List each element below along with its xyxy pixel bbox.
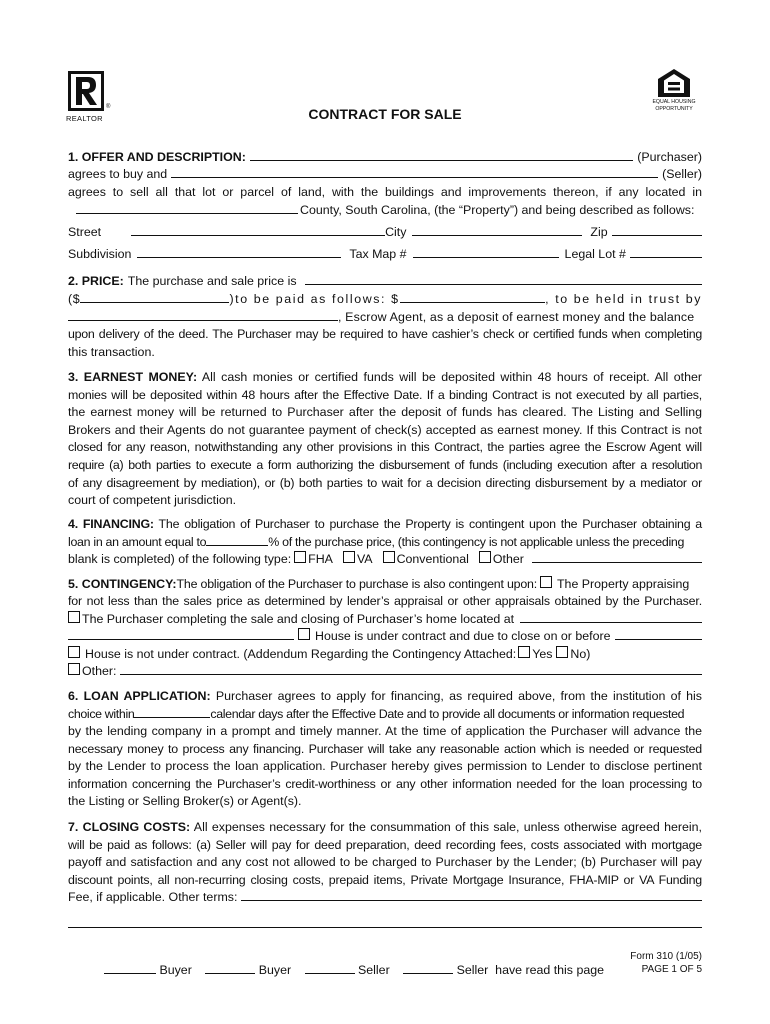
legallot-label: Legal Lot # bbox=[564, 247, 626, 261]
s2-line5: this transaction. bbox=[68, 344, 155, 359]
eho-line1: EQUAL HOUSING bbox=[652, 99, 696, 105]
form-number-block bbox=[630, 950, 702, 976]
addendum-no-checkbox[interactable] bbox=[556, 646, 568, 658]
s7-line2: will be paid as follows: (a) Seller will pay for deed preparation, deed recording fees, costs associated with mortgage bbox=[68, 837, 702, 852]
price-text: The purchase and sale price is bbox=[127, 274, 297, 288]
realtor-label: REALTOR bbox=[66, 114, 103, 123]
buyer1-initials-field[interactable] bbox=[104, 962, 156, 974]
equal-housing-house-icon bbox=[657, 68, 691, 98]
under-contract-label: House is under contract and due to close on or before bbox=[315, 629, 611, 643]
other-loan-label: Other bbox=[492, 552, 524, 566]
held-text: , to be held in trust by bbox=[545, 292, 702, 306]
s1-line6 bbox=[68, 246, 702, 263]
s7-heading: 7. CLOSING COSTS: bbox=[68, 820, 191, 834]
s3-line4: Brokers and their Agents do not guarantee payment of check(s) accepted as earnest money. If this Contract is not bbox=[68, 422, 702, 437]
registered-mark: ® bbox=[106, 104, 111, 110]
s5-line3 bbox=[68, 611, 702, 628]
not-under-contract-checkbox[interactable] bbox=[68, 646, 80, 658]
agrees-buy-text: agrees to buy and bbox=[68, 167, 168, 181]
s5-line5 bbox=[68, 646, 702, 663]
conventional-checkbox[interactable] bbox=[383, 551, 395, 563]
subdivision-field[interactable] bbox=[137, 246, 341, 258]
s6-body bbox=[68, 688, 702, 706]
seller2-initials-field[interactable] bbox=[403, 962, 453, 974]
fha-checkbox[interactable] bbox=[294, 551, 306, 563]
s6-line6: information concerning the Purchaser’s credit-worthiness or any other information needed for the loan processing to bbox=[68, 776, 702, 791]
calendar-days-field[interactable] bbox=[134, 706, 210, 718]
dollar-open: ($ bbox=[68, 292, 81, 306]
s5-heading: 5. CONTINGENCY: bbox=[68, 577, 177, 591]
s6-line2 bbox=[68, 706, 702, 723]
escrow-text: , Escrow Agent, as a deposit of earnest money and the balance bbox=[338, 310, 695, 324]
other-loan-field[interactable] bbox=[532, 551, 702, 563]
other-contingency-checkbox[interactable] bbox=[68, 663, 80, 675]
choice-within-text: choice within bbox=[68, 707, 135, 721]
taxmap-label: Tax Map # bbox=[349, 247, 407, 261]
s6-line1-text: Purchaser agrees to apply for financing, as required above, from the institution of his bbox=[210, 689, 702, 703]
s4-line3 bbox=[68, 551, 702, 568]
s3-heading: 3. EARNEST MONEY: bbox=[68, 370, 198, 384]
s7-line1-text: All expenses necessary for the consummation of this sale, unless otherwise agreed herein, bbox=[190, 820, 702, 834]
close-date-field[interactable] bbox=[615, 628, 703, 640]
home-address-field-2[interactable] bbox=[68, 628, 294, 640]
s5-line6 bbox=[68, 663, 702, 680]
s1-line3 bbox=[68, 184, 702, 201]
s3-line5: closed for any reason, notwithstanding any other provisions in this Contract, the parties agree the Escrow Agent will bbox=[68, 440, 702, 455]
calendar-days-text: calendar days after the Effective Date and to provide all documents or information requested bbox=[210, 707, 685, 721]
s3-line7: of any disagreement by mediation), or (b) both parties to wait for a decision directing disbursement by a mediator or bbox=[68, 475, 702, 490]
fha-label: FHA bbox=[308, 552, 333, 566]
s1-heading: 1. OFFER AND DESCRIPTION: bbox=[68, 150, 246, 164]
s7-line5 bbox=[68, 889, 702, 906]
deposit-field[interactable] bbox=[400, 291, 546, 303]
s6-line3: by the lending company in a prompt and timely manner. At the time of application the Purchaser will advance the bbox=[68, 724, 702, 738]
buyer1-label: Buyer bbox=[159, 963, 192, 977]
realtor-logo-icon bbox=[68, 71, 104, 111]
under-contract-checkbox[interactable] bbox=[298, 628, 310, 640]
eho-line2: OPPORTUNITY bbox=[655, 105, 693, 112]
addendum-yes-checkbox[interactable] bbox=[518, 646, 530, 658]
s7-line3: payoff and satisfaction and any cost not allowed to be charged to Purchaser by the Lender; (b) Purchaser will pay bbox=[68, 855, 702, 870]
escrow-agent-field[interactable] bbox=[68, 309, 338, 321]
s7-body bbox=[68, 819, 702, 889]
other-contingency-field[interactable] bbox=[120, 663, 702, 675]
buyer2-label: Buyer bbox=[258, 963, 292, 977]
city-field[interactable] bbox=[412, 224, 582, 236]
s6-line7: the Listing or Selling Broker(s) or Agent(s). bbox=[68, 794, 302, 809]
price-numeric-field[interactable] bbox=[80, 291, 229, 303]
paid-text: )to be paid as follows: $ bbox=[229, 292, 400, 306]
other-terms-label: Fee, if applicable. Other terms: bbox=[68, 890, 238, 904]
s3-line1 bbox=[68, 369, 702, 387]
s5-line1-text: The obligation of the Purchaser to purchase is also contingent upon: bbox=[176, 577, 537, 591]
s6-heading: 6. LOAN APPLICATION: bbox=[68, 689, 211, 703]
va-checkbox[interactable] bbox=[343, 551, 355, 563]
loan-type-text: blank is completed) of the following type: bbox=[68, 552, 292, 566]
s2-body bbox=[68, 326, 702, 361]
s2-line1 bbox=[68, 273, 702, 290]
seller1-label: Seller bbox=[358, 963, 390, 977]
s3-line8: court of competent jurisdiction. bbox=[68, 493, 237, 508]
conventional-label: Conventional bbox=[396, 552, 469, 566]
va-label: VA bbox=[356, 552, 373, 566]
s2-heading: 2. PRICE: bbox=[68, 274, 124, 288]
not-under-contract-label: House is not under contract. (Addendum Regarding the Contingency Attached: bbox=[85, 647, 517, 661]
s1-line2 bbox=[68, 166, 702, 183]
s4-heading: 4. FINANCING: bbox=[68, 517, 154, 531]
s6-line4: necessary money to process any financing. Purchaser will take any reasonable action which is needed or requested bbox=[68, 741, 702, 756]
s3-line2: monies will be deposited within 48 hours after the Effective Date. If a binding Contract is not executed by all parties, bbox=[68, 387, 702, 402]
s1-line1 bbox=[68, 149, 702, 166]
loan-amount-text: loan in an amount equal to bbox=[68, 535, 207, 549]
s5-line2-wrap bbox=[68, 593, 702, 611]
price-field[interactable] bbox=[305, 273, 702, 285]
addendum-no-label: No) bbox=[570, 647, 591, 661]
s4-body bbox=[68, 516, 702, 534]
form-number: Form 310 (1/05) bbox=[630, 951, 702, 962]
seller2-label: Seller have read this page bbox=[456, 963, 605, 977]
buyer2-initials-field[interactable] bbox=[205, 962, 255, 974]
other-terms-field[interactable] bbox=[241, 889, 702, 901]
page-title: CONTRACT FOR SALE bbox=[308, 106, 462, 122]
other-contingency-label: Other: bbox=[82, 664, 117, 678]
city-label: City bbox=[385, 225, 407, 239]
zip-label: Zip bbox=[590, 225, 608, 239]
s3-line1-text: All cash monies or certified funds will be deposited within 48 hours of receipt. All other bbox=[197, 370, 702, 384]
appraising-label: The Property appraising bbox=[556, 577, 690, 591]
loan-percent-field[interactable] bbox=[206, 534, 268, 546]
page-number: PAGE 1 OF 5 bbox=[641, 964, 702, 975]
initials-row bbox=[104, 962, 604, 977]
other-loan-checkbox[interactable] bbox=[479, 551, 491, 563]
completing-sale-checkbox[interactable] bbox=[68, 611, 80, 623]
county-text: County, South Carolina, (the “Property”) and being described as follows: bbox=[300, 203, 695, 217]
s5-line2: for not less than the sales price as determined by lender’s appraisal or other appraisals obtained by the Purchaser. bbox=[68, 594, 702, 608]
street-label: Street bbox=[68, 225, 102, 239]
s5-line4 bbox=[68, 628, 702, 645]
agrees-sell-text: agrees to sell all that lot or parcel of land, with the buildings and improvements thereon, if any located in bbox=[68, 185, 702, 199]
s5-line1 bbox=[68, 576, 702, 593]
taxmap-field[interactable] bbox=[413, 246, 559, 258]
other-terms-field-2[interactable] bbox=[68, 927, 702, 928]
purchaser-label: (Purchaser) bbox=[637, 150, 702, 164]
street-field[interactable] bbox=[131, 224, 385, 236]
addendum-yes-label: Yes bbox=[532, 647, 553, 661]
s4-line1-text: The obligation of Purchaser to purchase the Property is contingent upon the Purchaser obtaining a bbox=[153, 517, 703, 531]
s3-body bbox=[68, 369, 702, 510]
county-field[interactable] bbox=[76, 202, 298, 214]
legallot-field[interactable] bbox=[630, 246, 702, 258]
subdivision-label: Subdivision bbox=[68, 247, 132, 261]
appraising-checkbox[interactable] bbox=[540, 576, 552, 588]
seller-field[interactable] bbox=[171, 166, 658, 178]
home-address-field[interactable] bbox=[520, 611, 702, 623]
s4-line2 bbox=[68, 534, 702, 551]
zip-field[interactable] bbox=[612, 224, 702, 236]
s7-line1 bbox=[68, 819, 702, 837]
completing-sale-label: The Purchaser completing the sale and closing of Purchaser’s home located at bbox=[82, 612, 515, 626]
s1-line4 bbox=[68, 202, 702, 219]
s6-line5: by the Lender to process the loan application. Purchaser hereby gives permission to Lender to disclose pertinent bbox=[68, 759, 702, 774]
s7-line4: discount points, all non-recurring closing costs, prepaid items, Private Mortgage Insurance, FHA-MIP or VA Funding bbox=[68, 872, 702, 887]
s6-line1 bbox=[68, 688, 702, 706]
seller-label: (Seller) bbox=[662, 167, 702, 181]
s1-line5 bbox=[68, 224, 702, 241]
s6-body-rest bbox=[68, 723, 702, 811]
seller1-initials-field[interactable] bbox=[305, 962, 355, 974]
s3-line6: require (a) both parties to execute a form authorizing the disbursement of funds (including execution after a resolution bbox=[68, 457, 702, 472]
purchaser-field[interactable] bbox=[250, 149, 633, 161]
s2-line4: upon delivery of the deed. The Purchaser may be required to have cashier’s check or certified funds when completing bbox=[68, 327, 702, 341]
s2-line2 bbox=[68, 291, 702, 308]
s2-line3 bbox=[68, 309, 702, 326]
loan-percent-text: % of the purchase price, (this contingency is not applicable unless the preceding bbox=[268, 535, 685, 549]
s4-line1 bbox=[68, 516, 702, 534]
s3-line3: the earnest money will be returned to Purchaser after the deposit of funds has cleared. The Listing and Selling bbox=[68, 405, 702, 420]
